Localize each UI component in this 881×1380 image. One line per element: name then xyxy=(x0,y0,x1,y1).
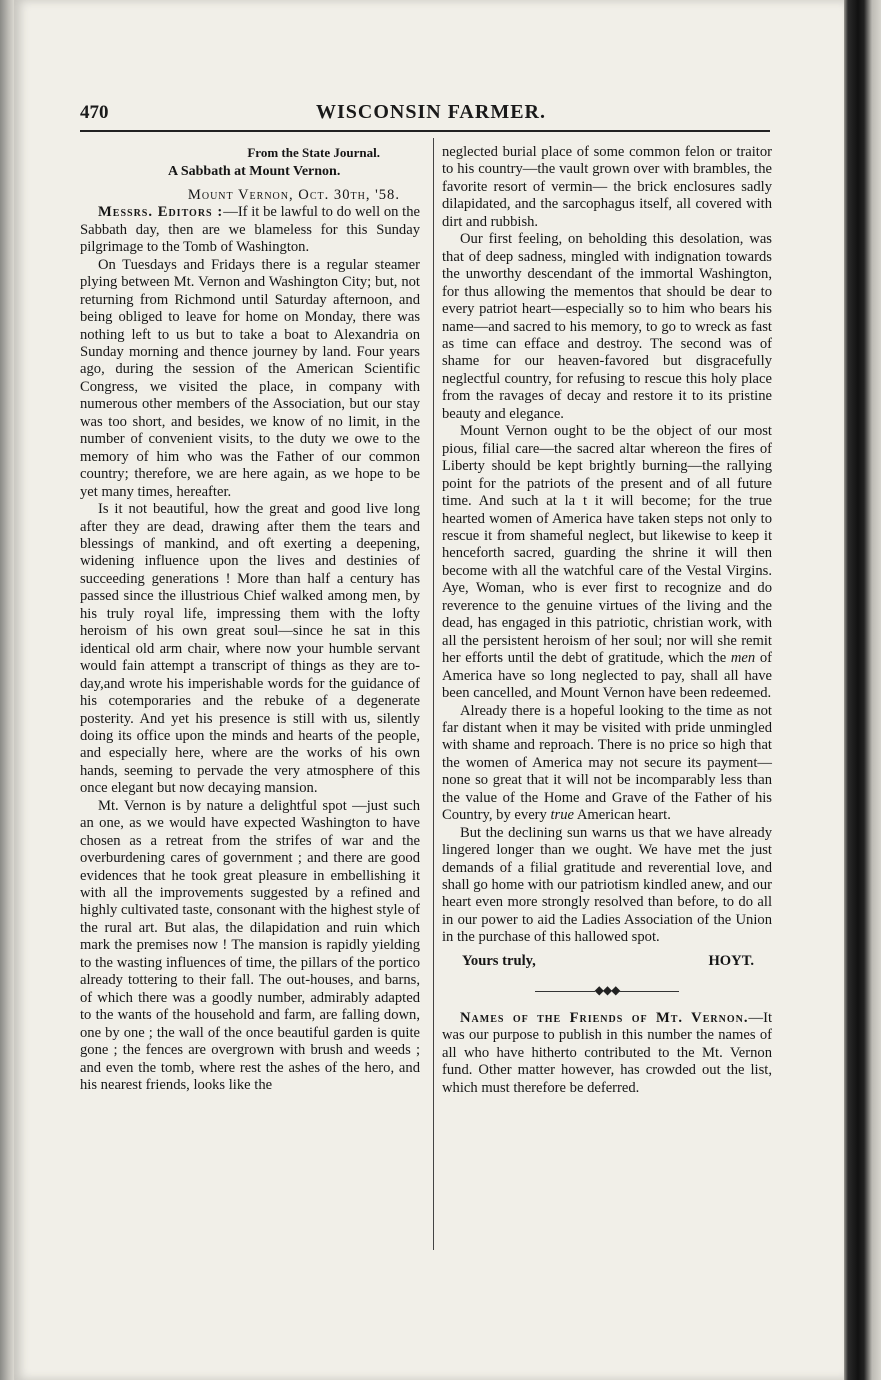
paragraph-7-emphasis: true xyxy=(550,807,574,824)
article-paragraph-4: Mt. Vernon is by nature a delightful spot —just such an one, as we would have expected Washington to have chosen as a retreat from the strifes of war and the overburdening cares of government ; and there are good evidences that he took great pleasure in embellishing it with all the improvements suggested by a refined and highly cultivated taste, consonant with the highest style of the rural art. But alas, the dilapidation and ruin which mark the premises now ! The mansion is rapidly yielding to the wasting influences of time, the pillars of the portico already tottering to their fall. The out-houses, and barns, of which there was a goodly number, admirably adapted to the wants of the household and farm, are falling down, one by one ; the wall of the once beautiful garden is quite gone ; the fences are overgrown with brush and weeds ; and even the tomb, where rest the ashes of the hero, and his nearest friends, looks like the xyxy=(80,797,420,1094)
closing: Yours truly, xyxy=(462,952,536,969)
article-paragraph-4-continued: neglected burial place of some common felon or traitor to his country—the vault grown over with brambles, the favorite resort of vermin— the brick enclosures sadly dilapidated, and the sarcophagus itself, all covered with dirt and rubbish. xyxy=(442,144,772,230)
article-paragraph-6 xyxy=(442,423,772,702)
notice-paragraph xyxy=(442,1010,772,1097)
page-binding-edge xyxy=(0,0,14,1380)
article-title: A Sabbath at Mount Vernon. xyxy=(168,164,341,180)
page-right-edge xyxy=(844,0,881,1380)
left-column xyxy=(80,144,420,1094)
article-signoff xyxy=(462,953,754,970)
page-number: 470 xyxy=(80,102,109,123)
notice-title: Names of the Friends of Mt. Vernon. xyxy=(460,1009,749,1026)
notice-body: —It was our purpose to publish in this number the names of all who have hitherto contributed to the Mt. Vernon fund. Other matter however, has crowded out the list, which must therefore be deferred. xyxy=(442,1009,772,1096)
running-head: WISCONSIN FARMER. xyxy=(316,101,546,123)
paragraph-6-text-a: Mount Vernon ought to be the object of our most pious, filial care—the sacred altar whereon the fires of Liberty should be kept brightly burning—the rallying point for the patriots of the present and of all future time. And such at la t it will become; for the true hearted women of America have taken steps not only to rescue it from shameful neglect, but likewise to keep it henceforth sacred, guarding the shrine it will then become with all the watchful care of the Vestal Virgins. Aye, Woman, who is ever first to recognize and do reverence to the genuine virtues of the living and the dead, has engaged in this patriotic, christian work, with all the persistent heroism of her soul; nor will she remit her efforts until the debt of gratitude, which the xyxy=(442,423,772,667)
article-paragraph-3: Is it not beautiful, how the great and good live long after they are dead, drawing after them the tears and blessings of mankind, and oft exerting a deepening, widening influence upon the lives and destinies of succeeding generations ! More than half a century has passed since the illustrious Chief walked among men, by his truly royal life, impressing them with the lofty heroism of his own great soul—since he sat in this identical old arm chair, where now your humble servant would fain attempt a transcript of things as they are to-day,and wrote his imperishable words for the guidance of his cotemporaries and the rebuke of a degenerate posterity. And yet his presence is still with us, silently doing its office upon the minds and hearts of the people, and especially here, where are the works of his own hands, seeming to pervade the very atmosphere of this once elegant but now decaying mansion. xyxy=(80,501,420,797)
paragraph-7-text-b: American heart. xyxy=(574,807,671,824)
signature: HOYT. xyxy=(708,952,754,969)
paragraph-6-emphasis: men xyxy=(730,650,756,667)
article-paragraph-5: Our first feeling, on beholding this desolation, was that of deep sadness, mingled with indignation towards the unworthy descendant of the immortal Washington, for thus allowing the mementos that should be dear to every patriot heart—especially so to him who bears his name—and sacred to his memory, to go to wreck as fast as time can efface and destroy. The second was of shame for our heaven-favored but disgracefully neglectful country, for refusing to rescue this holy place from the ravages of decay and restore it to its pristine beauty and elegance. xyxy=(442,231,772,422)
paragraph-1-text: —If it be lawful to do well on the Sabbath day, then are we blameless for this Sunday pilgrimage to the Tomb of Washington. xyxy=(80,204,420,256)
article-dateline: Mount Vernon, Oct. 30th, '58. xyxy=(187,186,400,203)
article-paragraph-1 xyxy=(80,204,420,256)
right-column xyxy=(442,144,772,1097)
header-rule xyxy=(80,130,770,132)
column-rule xyxy=(433,138,434,1250)
article-source: From the State Journal. xyxy=(247,145,380,160)
article-paragraph-8: But the declining sun warns us that we have already lingered longer than we ought. We have met the just demands of a filial gratitude and reverential love, and shall go home with our patriotism kindled anew, and our heart even more strongly resolved than before, to do all in our power to aid the Ladies Association of the Union in the purchase of this hallowed spot. xyxy=(442,824,772,946)
salutation: Messrs. Editors : xyxy=(98,204,224,221)
article-paragraph-2: On Tuesdays and Fridays there is a regular steamer plying between Mt. Vernon and Washington City; but, not returning from Richmond until Saturday afternoon, and being obliged to leave for home on Monday, there was nothing left to us but to take a boat to Alexandria on Sunday morning and thence journey by land. Four years ago, during the session of the American Scientific Congress, we visited the place, in company with numerous other members of the Association, but our stay was too short, and besides, we know of no limit, in the number of convenient visits, to the duty we owe to the memory of him who was the Father of our common country; therefore, we are here again, as we hope to be yet many times, hereafter. xyxy=(80,256,420,500)
paragraph-7-text-a: Already there is a hopeful looking to the time as not far distant when it may be visited with pride unmingled with shame and reproach. There is no price so high that the women of America may not secure its payment—none so great that it will not be incomparably less than the value of the Home and Grave of the Father of his Country, by every xyxy=(442,702,772,824)
page-header xyxy=(80,102,770,128)
section-ornament: ◆◆◆ xyxy=(442,982,772,999)
article-paragraph-7 xyxy=(442,703,772,825)
paragraph-6-text-b: of America have so long neglected to pay, shall all have been cancelled, and Mount Vernon have been redeemed. xyxy=(442,650,772,702)
